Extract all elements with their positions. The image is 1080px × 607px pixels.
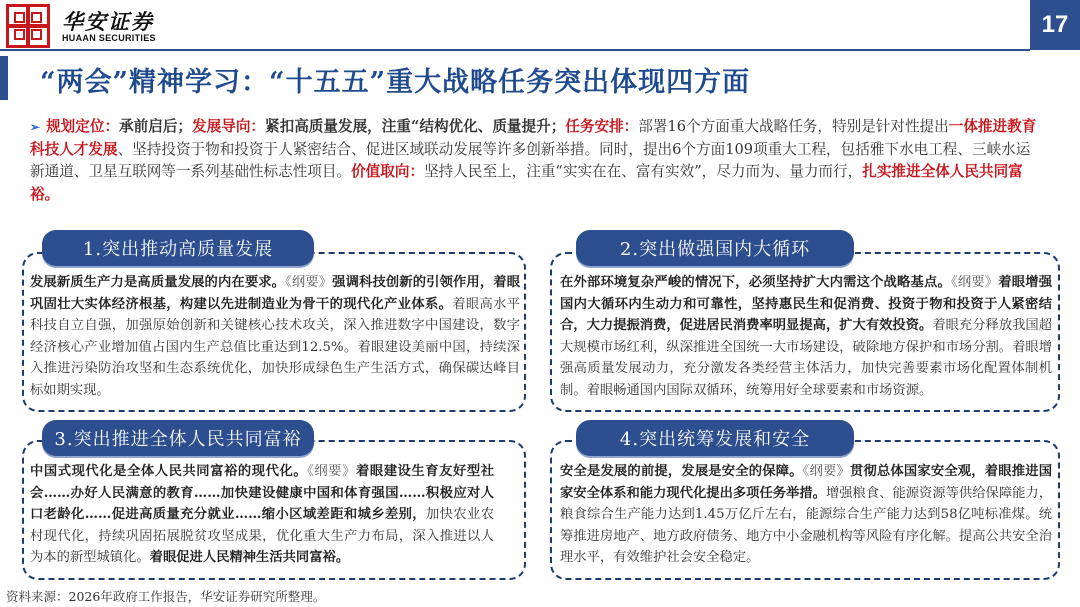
arrow-bullet-icon: ➢ (30, 120, 41, 134)
section-bold: 着眼增强国内大循环内生动力和可靠性，坚持惠民生和促消费、投资于物和投资于人紧密结合，大力提振消费，促进居民消费率明显提高，扩大有效投资。 (560, 275, 1053, 333)
intro-text: 坚持人民至上，注重“实实在在、富有实效”，尽力而为、量力而行， (424, 163, 863, 180)
intro-label: 规划定位： (46, 118, 120, 135)
section-lead: 中国式现代化是全体人民共同富裕的现代化。 (30, 464, 308, 479)
section-title-4: 4.突出统筹发展和安全 (576, 420, 854, 456)
intro-text: 部署16个方面重大战略任务，特别是针对性提出 (638, 118, 949, 135)
section-text-4 (560, 461, 1052, 569)
intro-highlight: 扎实推进全体人民共同富裕。 (30, 163, 1023, 203)
section-quote: 《纲要》 (950, 275, 999, 290)
section-title-1: 1.突出推动高质量发展 (42, 230, 314, 266)
huaan-logo-icon (6, 4, 50, 48)
section-rest: 着眼高水平科技自立自强，加强原始创新和关键核心技术攻关，深入推进数字中国建设，数字经济核心产业增加值占国内生产总值比重达到12.5%。着眼建设美丽中国，持续深入推进污染防治攻坚和生态系统优化，加快形成绿色生产生活方式，确保碳达峰目标如期实现。 (30, 296, 521, 398)
brand-name-en: HUAAN SECURITIES (62, 33, 156, 43)
intro-text: 承前启后； (119, 118, 193, 135)
section-quote: 《纲要》 (285, 275, 333, 290)
section-lead: 发展新质生产力是高质量发展的内在要求。 (30, 275, 286, 290)
intro-highlight: 一体推进教育科技人才发展 (30, 118, 1037, 158)
page-title: “两会”精神学习：“十五五”重大战略任务突出体现四方面 (40, 67, 751, 98)
intro-text: 紧扣高质量发展，注重“结构优化、质量提升； (265, 118, 566, 135)
section-quote: 《纲要》 (307, 464, 356, 479)
section-bold: 强调科技创新的引领作用，着眼巩固壮大实体经济根基，构建以先进制造业为骨干的现代化产业体系。 (30, 275, 521, 312)
intro-text: 、坚持投资于物和投资于人紧密结合、促进区域联动发展等许多创新举措。同时，提出6个方面109项重大工程，包括雅下水电工程、三峡水运新通道、卫星互联网等一系列基础性标志性项目。 (30, 140, 1031, 180)
section-text-1 (30, 272, 520, 401)
section-rest: 增强粮食、能源资源等供给保障能力，粮食综合生产能力达到1.45万亿斤左右，能源综合生产能力达到58亿吨标准煤。统筹推进房地产、地方政府债务、地方中小金融机构等风险有序化解。提高公共安全治理水平，有效维护社会安全稳定。 (560, 485, 1053, 565)
brand-name-cn: 华安证券 (62, 9, 154, 34)
section-title-2: 2.突出做强国内大循环 (576, 230, 854, 266)
section-bold: 贯彻总体国家安全观，着眼推进国家安全体系和能力现代化提出多项任务举措。 (560, 464, 1052, 501)
section-bold: 着眼建设生育友好型社会……办好人民满意的教育……加快建设健康中国和体育强国……积极应对人口老龄化……促进高质量充分就业……缩小区域差距和城乡差别， (30, 464, 495, 522)
section-lead: 安全是发展的前提，发展是安全的保障。 (560, 464, 803, 479)
section-lead: 在外部环境复杂严峻的情况下，必须坚持扩大内需这个战略基点。 (560, 275, 951, 290)
section-text-2 (560, 272, 1052, 401)
section-quote: 《纲要》 (802, 464, 850, 479)
section-text-3 (30, 461, 494, 569)
intro-label: 任务安排： (565, 118, 639, 135)
header-divider (0, 49, 1030, 51)
section-title-3: 3.突出推进全体人民共同富裕 (42, 420, 314, 456)
title-accent-bar (0, 56, 8, 100)
intro-label: 发展导向： (192, 118, 266, 135)
intro-label: 价值取向： (351, 163, 425, 180)
source-note: 资料来源：2026年政府工作报告，华安证券研究所整理。 (6, 589, 326, 604)
intro-paragraph (30, 116, 1040, 206)
section-rest: 着眼充分释放我国超大规模市场红利，纵深推进全国统一大市场建设，破除地方保护和市场分割。着眼增强高质量发展动力，充分激发各类经营主体活力，加快完善要素市场化配置体制机制。着眼畅通国内国际双循环，统筹用好全球要素和市场资源。 (560, 318, 1053, 398)
section-rest: 加快农业农村现代化，持续巩固拓展脱贫攻坚成果，优化重大生产力布局，深入推进以人为本的新型城镇化。 (30, 507, 495, 565)
page-number: 17 (1030, 0, 1080, 50)
section-bold: 着眼促进人民精神生活共同富裕。 (149, 550, 350, 565)
